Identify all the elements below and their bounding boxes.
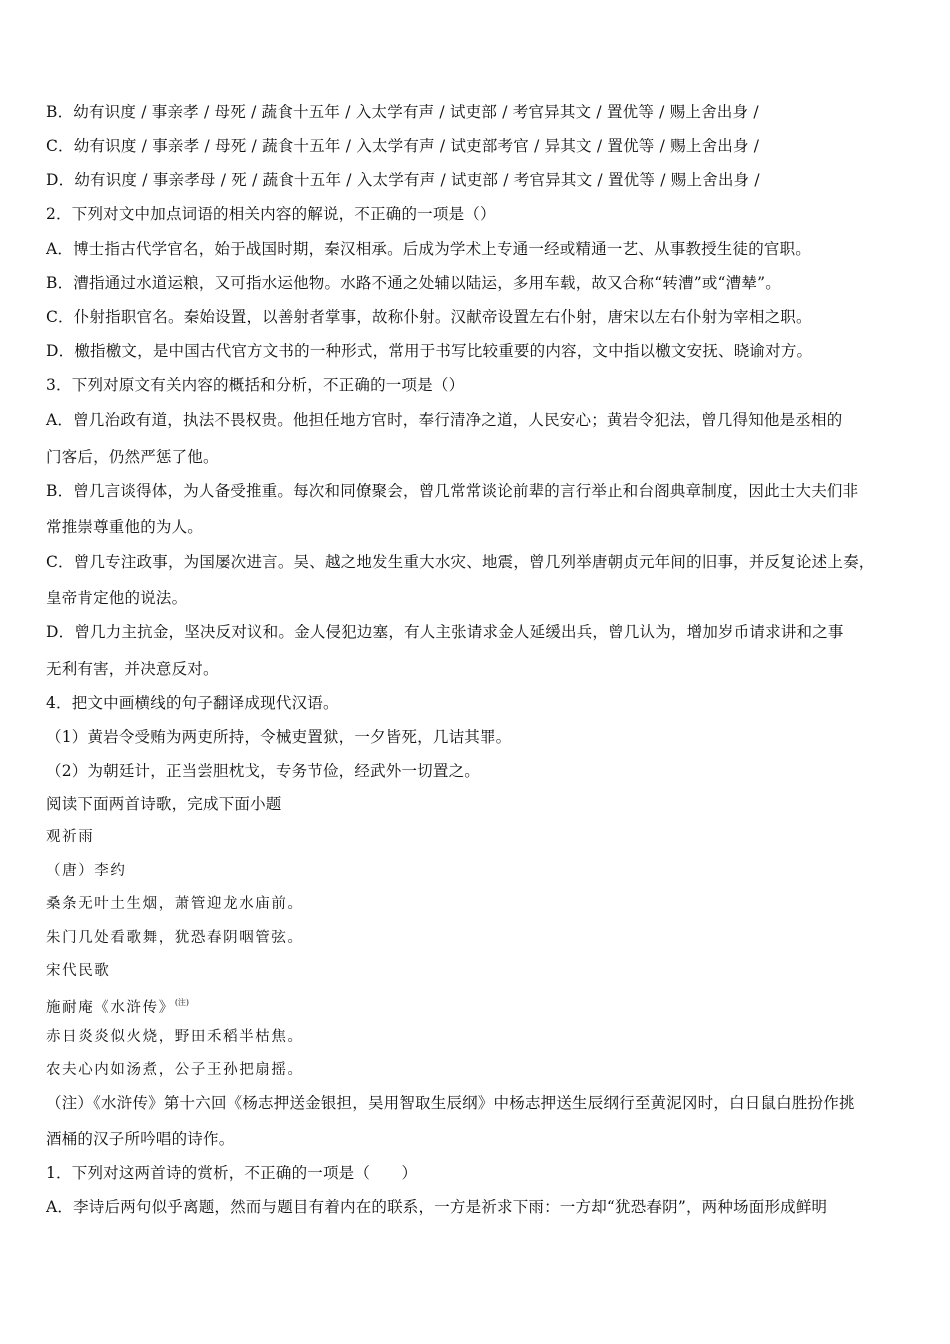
q2-stem: 2．下列对文中加点词语的相关内容的解说，不正确的一项是（）: [46, 205, 496, 223]
poem2-source: [46, 993, 189, 1018]
q3-option-a-line2: 门客后，仍然严惩了他。: [46, 448, 219, 466]
annotation-line-1: （注）《水浒传》第十六回《杨志押送金银担，吴用智取生辰纲》中杨志押送生辰纲行至黄泥冈时，白日鼠白胜扮作挑: [46, 1094, 855, 1112]
poem1-line-1: 桑条无叶土生烟，萧管迎龙水庙前。: [46, 896, 304, 912]
q2-option-c: C．仆射指职官名。秦始设置，以善射者掌事，故称仆射。汉献帝设置左右仆射，唐宋以左右仆射为宰相之职。: [46, 308, 812, 326]
q2-option-a: A．博士指古代学官名，始于战国时期，秦汉相承。后成为学术上专通一经或精通一艺、从事教授生徒的官职。: [46, 240, 811, 258]
q4-item-2: （2）为朝廷计，正当尝胆枕戈，专务节俭，经武外一切置之。: [46, 762, 480, 780]
q3-option-a-line1: A．曾几治政有道，执法不畏权贵。他担任地方官时，奉行清净之道，人民安心；黄岩令犯法，曾几得知他是丞相的: [46, 411, 843, 429]
poem1-line-2: 朱门几处看歌舞，犹恐春阴咽管弦。: [46, 930, 304, 946]
sub-q1-option-a: A．李诗后两句似乎离题，然而与题目有着内在的联系，一方是祈求下雨：一方却“犹恐春阴”，两种场面形成鲜明: [46, 1198, 828, 1216]
q4-stem: 4．把文中画横线的句子翻译成现代汉语。: [46, 694, 339, 712]
q1-option-b: B．幼有识度 / 事亲孝 / 母死 / 蔬食十五年 / 入太学有声 / 试吏部 / 考官异其文 / 置优等 / 赐上舍出身 /: [46, 103, 759, 121]
q1-option-c: C．幼有识度 / 事亲孝 / 母死 / 蔬食十五年 / 入太学有声 / 试吏部考官 / 异其文 / 置优等 / 赐上舍出身 /: [46, 137, 760, 155]
reading-intro: 阅读下面两首诗歌，完成下面小题: [46, 795, 282, 813]
q1-option-d: D．幼有识度 / 事亲孝母 / 死 / 蔬食十五年 / 入太学有声 / 试吏部 / 考官异其文 / 置优等 / 赐上舍出身 /: [46, 171, 760, 189]
q3-option-c-line1: C．曾几专注政事，为国屡次进言。吴、越之地发生重大水灾、地震，曾几列举唐朝贞元年间的旧事，并反复论述上奏，: [46, 553, 875, 571]
poem2-source-text: 施耐庵《水浒传》: [46, 1000, 175, 1016]
q3-option-d-line1: D．曾几力主抗金，坚决反对议和。金人侵犯边塞，有人主张请求金人延缓出兵，曾几认为，增加岁币请求讲和之事: [46, 623, 844, 641]
q2-option-d: D．檄指檄文，是中国古代官方文书的一种形式，常用于书写比较重要的内容，文中指以檄文安抚、晓谕对方。: [46, 342, 813, 360]
poem2-line-2: 农夫心内如汤煮，公子王孙把扇摇。: [46, 1062, 304, 1078]
poem2-title: 宋代民歌: [46, 963, 111, 979]
q2-option-b: B．漕指通过水道运粮，又可指水运他物。水路不通之处辅以陆运，多用车载，故又合称“转漕”或“漕辇”。: [46, 274, 781, 292]
poem1-author: （唐）李约: [46, 863, 127, 879]
q3-stem: 3．下列对原文有关内容的概括和分析，不正确的一项是（）: [46, 376, 465, 394]
q3-option-c-line2: 皇帝肯定他的说法。: [46, 589, 188, 607]
poem2-note-mark: (注): [174, 998, 190, 1007]
q3-option-b-line1: B．曾几言谈得体，为人备受推重。每次和同僚聚会，曾几常常谈论前辈的言行举止和台阁典章制度，因此士大夫们非: [46, 482, 859, 500]
q4-item-1: （1）黄岩令受贿为两吏所持，令械吏置狱，一夕皆死，几诘其罪。: [46, 728, 512, 746]
sub-q1-stem: 1．下列对这两首诗的赏析，不正确的一项是（ ）: [46, 1164, 418, 1182]
poem2-line-1: 赤日炎炎似火烧，野田禾稻半枯焦。: [46, 1029, 304, 1045]
q3-option-d-line2: 无利有害，并决意反对。: [46, 660, 219, 678]
poem1-title: 观祈雨: [46, 829, 95, 845]
q3-option-b-line2: 常推崇尊重他的为人。: [46, 518, 204, 536]
annotation-line-2: 酒桶的汉子所吟唱的诗作。: [46, 1130, 235, 1148]
